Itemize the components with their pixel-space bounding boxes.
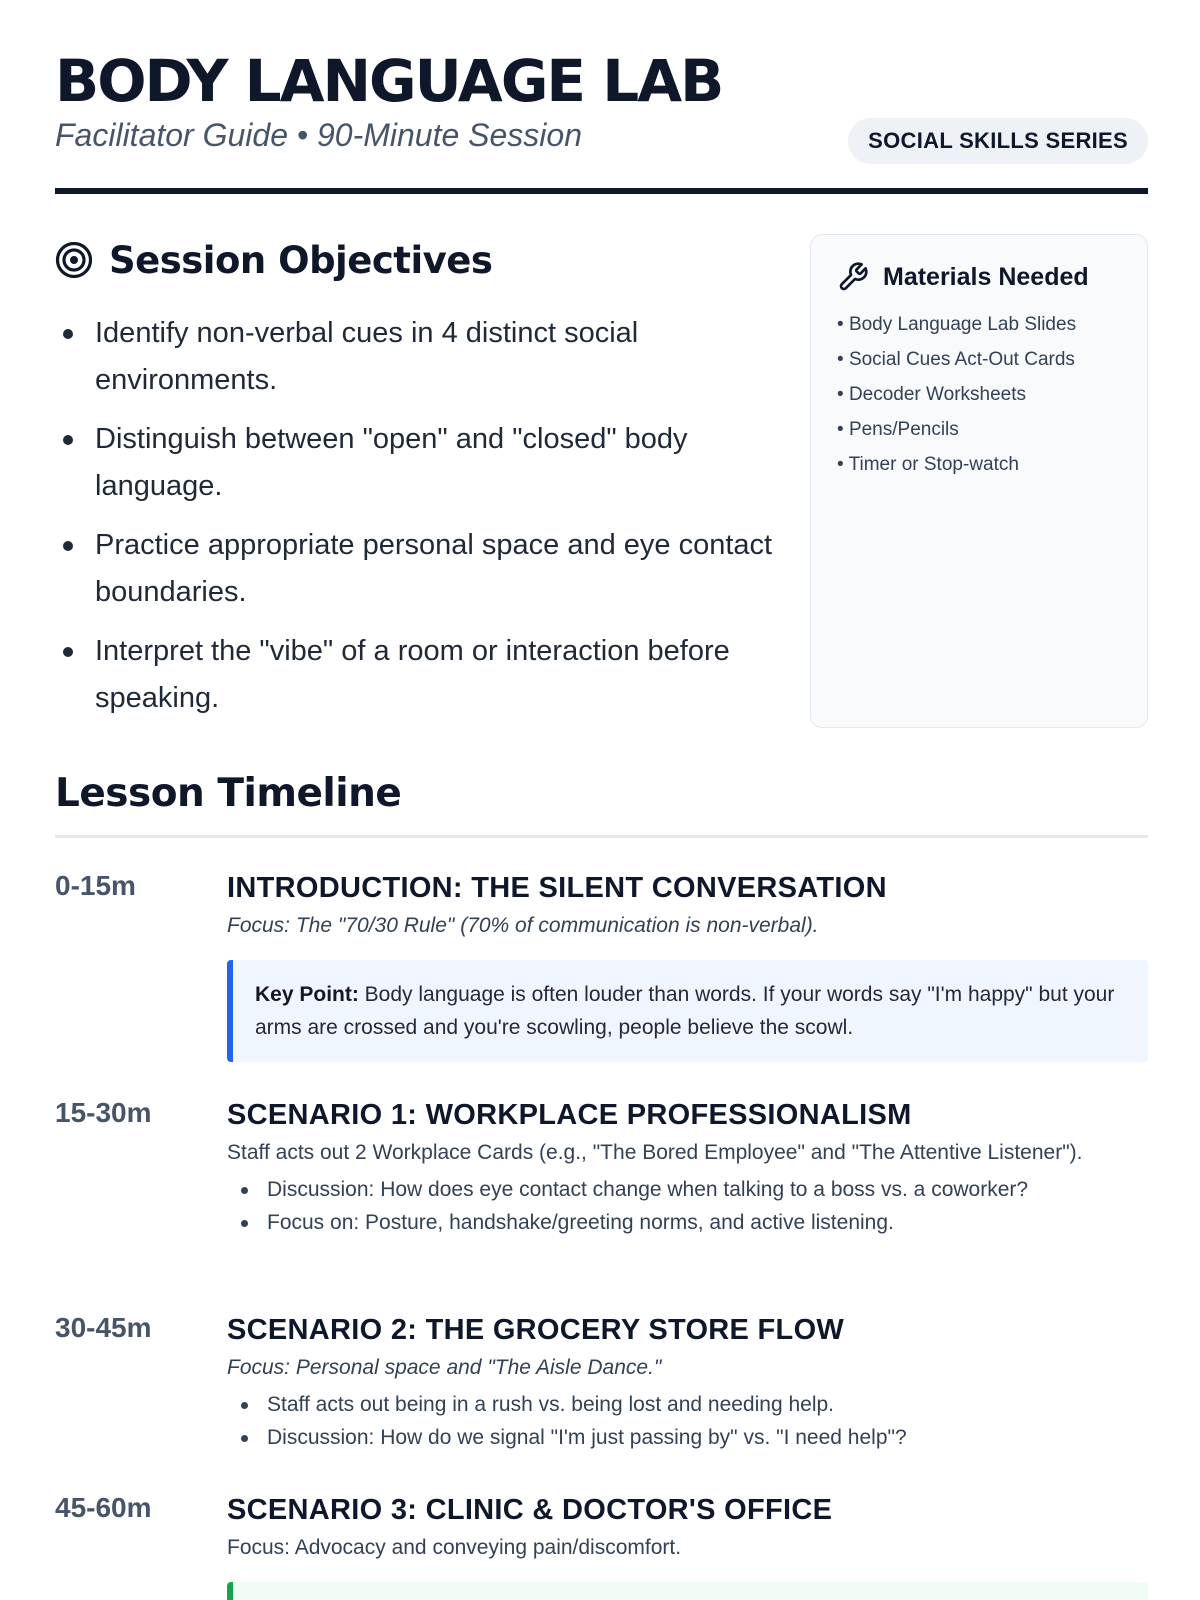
materials-list xyxy=(837,307,1121,482)
wrench-icon xyxy=(837,261,869,293)
objectives-list xyxy=(55,310,775,722)
objective-item: Practice appropriate personal space and eye contact boundaries. xyxy=(55,522,775,616)
timeline-focus: Focus: Advocacy and conveying pain/discomfort. xyxy=(227,1536,682,1559)
timeline-title: SCENARIO 1: WORKPLACE PROFESSIONALISM xyxy=(227,1099,912,1131)
series-badge: SOCIAL SKILLS SERIES xyxy=(848,118,1148,164)
timeline-content xyxy=(227,870,1148,1062)
timeline-bullet: Discussion: How does eye contact change when talking to a boss vs. a coworker? xyxy=(227,1173,1148,1206)
session-objectives xyxy=(55,234,775,734)
callout-box xyxy=(227,1582,1148,1600)
key-point-text: Body language is often louder than words. If your words say "I'm happy" but your arms are crossed and you're scowling, people believe the scowl. xyxy=(255,983,1115,1039)
timeline-focus: Focus: The "70/30 Rule" (70% of communication is non-verbal). xyxy=(227,914,819,937)
timeline-title: SCENARIO 3: CLINIC & DOCTOR'S OFFICE xyxy=(227,1494,833,1526)
timeline-content xyxy=(227,1312,1148,1454)
target-icon xyxy=(55,241,93,279)
timeline-time: 30-45m xyxy=(55,1312,152,1343)
page-header xyxy=(55,0,1148,194)
objectives-heading-row xyxy=(55,234,775,286)
timeline-focus: Staff acts out 2 Workplace Cards (e.g., "The Bored Employee" and "The Attentive Listener"). xyxy=(227,1141,1083,1164)
page-title: BODY LANGUAGE LAB xyxy=(55,47,723,115)
page-subtitle: Facilitator Guide • 90-Minute Session xyxy=(55,117,582,153)
timeline-title: INTRODUCTION: THE SILENT CONVERSATION xyxy=(227,872,887,904)
guide-page xyxy=(55,0,1148,1559)
materials-card xyxy=(810,234,1148,728)
timeline-bullet: Focus on: Posture, handshake/greeting norms, and active listening. xyxy=(227,1206,1148,1239)
timeline-bullet: Discussion: How do we signal "I'm just passing by" vs. "I need help"? xyxy=(227,1421,1148,1454)
material-item: • Timer or Stop-watch xyxy=(837,447,1121,482)
timeline-time: 45-60m xyxy=(55,1492,152,1523)
material-item: • Social Cues Act-Out Cards xyxy=(837,342,1121,377)
material-item: • Body Language Lab Slides xyxy=(837,307,1121,342)
key-point-label: Key Point: xyxy=(255,983,359,1006)
key-point-callout xyxy=(227,960,1148,1062)
objective-item: Distinguish between "open" and "closed" body language. xyxy=(55,416,775,510)
timeline-bullets xyxy=(227,1173,1148,1239)
materials-heading-row xyxy=(837,261,1121,293)
material-item: • Pens/Pencils xyxy=(837,412,1121,447)
timeline-heading: Lesson Timeline xyxy=(55,771,402,816)
timeline-content xyxy=(227,1097,1148,1239)
objectives-heading: Session Objectives xyxy=(109,238,493,282)
objective-item: Interpret the "vibe" of a room or interaction before speaking. xyxy=(55,628,775,722)
timeline-time: 0-15m xyxy=(55,870,136,901)
timeline-bullets xyxy=(227,1388,1148,1454)
timeline-bullet: Staff acts out being in a rush vs. being lost and needing help. xyxy=(227,1388,1148,1421)
timeline-content xyxy=(227,1492,1148,1600)
timeline-heading-row xyxy=(55,772,1148,838)
timeline-time: 15-30m xyxy=(55,1097,152,1128)
timeline-focus: Focus: Personal space and "The Aisle Dance." xyxy=(227,1356,662,1379)
timeline-title: SCENARIO 2: THE GROCERY STORE FLOW xyxy=(227,1314,845,1346)
material-item: • Decoder Worksheets xyxy=(837,377,1121,412)
materials-heading: Materials Needed xyxy=(883,262,1089,291)
objective-item: Identify non-verbal cues in 4 distinct social environments. xyxy=(55,310,775,404)
